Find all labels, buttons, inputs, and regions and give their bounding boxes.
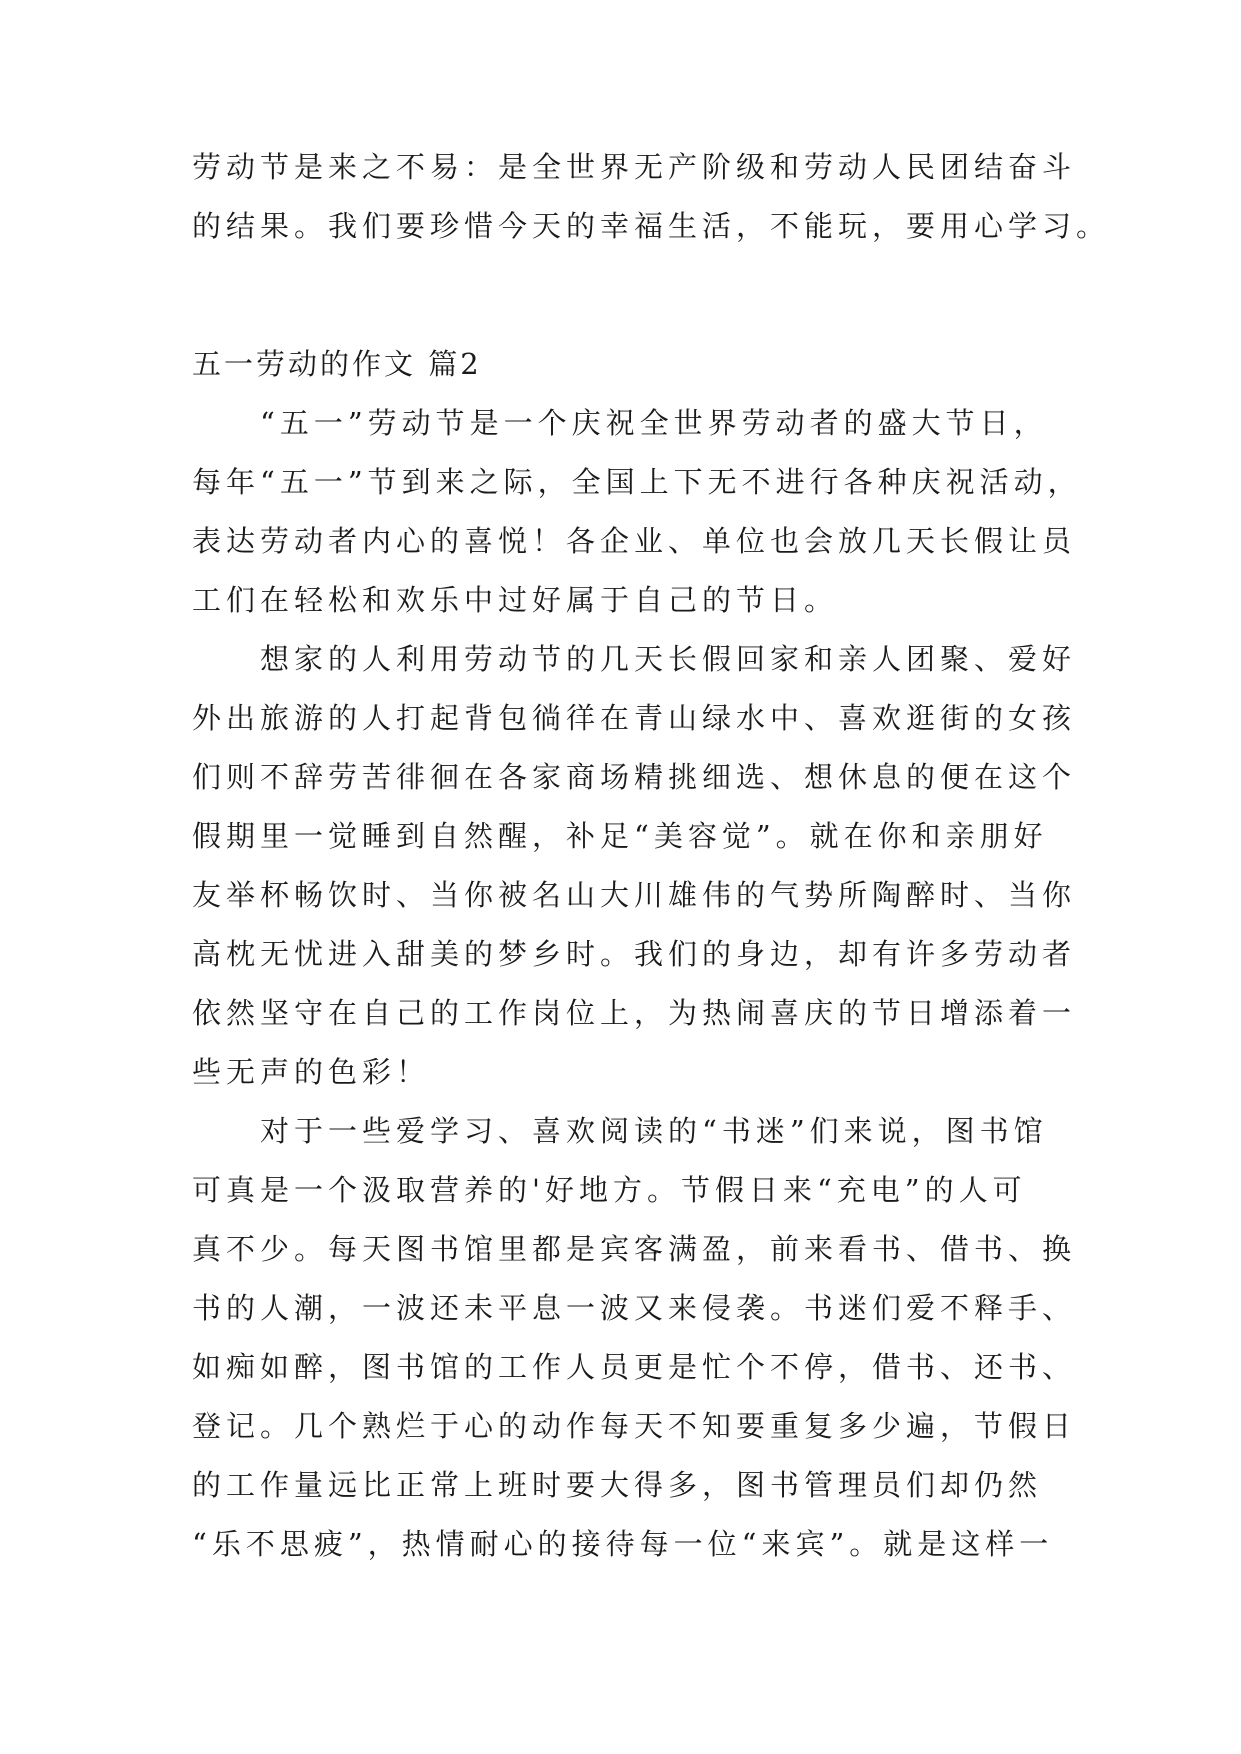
article-body (192, 394, 1082, 1574)
text-line: 工们在轻松和欢乐中过好属于自己的节日。 (192, 583, 839, 617)
text-line: 外出旅游的人打起背包徜徉在青山绿水中、喜欢逛街的女孩 (192, 701, 1077, 735)
text-line: “五一”劳动节是一个庆祝全世界劳动者的盛大节日， (260, 406, 1048, 440)
continuation-paragraph (192, 138, 1111, 256)
text-line: 想家的人利用劳动节的几天长假回家和亲人团聚、爱好 (260, 642, 1077, 676)
paragraph-3 (192, 1102, 1077, 1574)
text-line: 书的人潮，一波还未平息一波又来侵袭。书迷们爱不释手、 (192, 1291, 1077, 1325)
text-line: 们则不辞劳苦徘徊在各家商场精挑细选、想休息的便在这个 (192, 760, 1077, 794)
text-line: 的工作量远比正常上班时要大得多，图书管理员们却仍然 (192, 1468, 1043, 1502)
text-line: 些无声的色彩！ (192, 1055, 431, 1089)
text-line: 假期里一觉睡到自然醒，补足“美容觉”。就在你和亲朋好 (192, 819, 1048, 853)
text-line: 的结果。我们要珍惜今天的幸福生活，不能玩，要用心学习。 (192, 209, 1111, 243)
paragraph-2 (192, 630, 1077, 1102)
text-line: “乐不思疲”，热情耐心的接待每一位“来宾”。就是这样一 (192, 1527, 1054, 1561)
text-line: 对于一些爱学习、喜欢阅读的“书迷”们来说，图书馆 (260, 1114, 1048, 1148)
text-line: 友举杯畅饮时、当你被名山大川雄伟的气势所陶醉时、当你 (192, 878, 1077, 912)
section-heading: 五一劳动的作文 篇2 (192, 347, 482, 381)
text-line: 劳动节是来之不易：是全世界无产阶级和劳动人民团结奋斗 (192, 150, 1077, 184)
text-line: 高枕无忧进入甜美的梦乡时。我们的身边，却有许多劳动者 (192, 937, 1077, 971)
text-line: 每年“五一”节到来之际，全国上下无不进行各种庆祝活动， (192, 465, 1082, 499)
text-line: 可真是一个汲取营养的'好地方。节假日来“充电”的人可 (192, 1173, 1027, 1207)
text-line: 依然坚守在自己的工作岗位上，为热闹喜庆的节日增添着一 (192, 996, 1077, 1030)
paragraph-1 (192, 394, 1082, 630)
text-line: 表达劳动者内心的喜悦！各企业、单位也会放几天长假让员 (192, 524, 1077, 558)
text-line: 登记。几个熟烂于心的动作每天不知要重复多少遍，节假日 (192, 1409, 1077, 1443)
text-line: 真不少。每天图书馆里都是宾客满盈，前来看书、借书、换 (192, 1232, 1077, 1266)
text-line: 如痴如醉，图书馆的工作人员更是忙个不停，借书、还书、 (192, 1350, 1077, 1384)
